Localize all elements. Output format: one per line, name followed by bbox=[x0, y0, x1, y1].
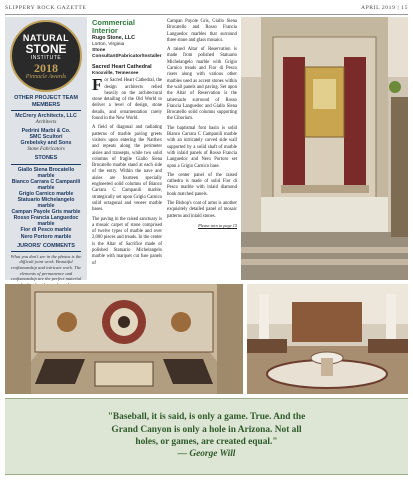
divider bbox=[11, 164, 81, 165]
stone-item: Grigio Carnico marble bbox=[18, 190, 74, 197]
mosaic-floor-photo bbox=[5, 284, 243, 394]
issue-date-page: APRIL 2019 | 15 bbox=[360, 5, 408, 11]
continue-link[interactable]: Please turn to page 15 bbox=[198, 222, 237, 228]
pull-quote bbox=[5, 398, 408, 475]
stones-heading: STONES bbox=[34, 155, 58, 162]
paragraph: Campan Payole Gris, Giallo Siena Brocatello and Rosso Francia Languedoc marbles that surround three stone and glass mosaics. bbox=[167, 19, 237, 43]
member-name: SMC Scultori bbox=[29, 134, 63, 140]
quote-line: "Baseball, it is said, is only a game. True. And the bbox=[107, 412, 306, 422]
company-name-text: Rugo Stone, LLC bbox=[92, 35, 135, 41]
article-column-2 bbox=[167, 19, 237, 229]
quote-line: holes, or games, are created equal." bbox=[135, 437, 278, 447]
paragraph: A raised Altar of Reservation is made from polished Statuario Michelangelo marble with Grigio Carnico treads and Fior di Pesco risers along with various other marbles used as accent stones within the wall panels and paving. Set upon the Altar of Reservation is the tabernacle surround of Rosso Francia Languedoc and Giallo Siena Brocatello solid columns supporting the Ciborium. bbox=[167, 47, 237, 122]
paragraph-text: or Sacred Heart Cathedral, the design architects relied heavily on the architectural stone detailing of the Old World to deliver a level of design, stone details, and ornamentation rarely found in the New World. bbox=[92, 78, 162, 122]
member-role: Architects bbox=[35, 118, 57, 125]
stone-item: Rosso Francia Languedoc marble bbox=[13, 215, 79, 228]
stone-item: Campan Payole Gris marble bbox=[11, 209, 81, 216]
article-column-1 bbox=[92, 19, 162, 270]
jurors-comment: What you don't see in the photos is the difficult joint work. Beautiful craftsmanship and intricate work. The elements of permanence and craftsmanship are the perfect material bbox=[10, 253, 82, 282]
category-title: Commercial Interior bbox=[92, 18, 135, 35]
paragraph: The center panel of the raised cathedra is made of solid Fior di Pesco marble with inlaid diamond book matched panels. bbox=[167, 172, 237, 197]
paragraph: The baptismal font basin is solid Bianco Carrara C Campanili marble with an intricately carved side wall supported by a solid shaft of marble with inlaid panels of Rosso Francia Languedoc and Nero Portoro set upon a Grigio Carnico base. bbox=[167, 125, 237, 169]
team-heading: OTHER PROJECT TEAM MEMBERS bbox=[14, 95, 78, 108]
member-name: McCrery Architects, LLC bbox=[15, 112, 77, 119]
company-name bbox=[92, 35, 162, 42]
company-location: Lorton, Virginia bbox=[92, 42, 125, 47]
divider bbox=[11, 251, 81, 252]
mosaic-illustration bbox=[5, 284, 243, 394]
badge-line2: STONE bbox=[25, 41, 67, 56]
publication-name: SLIPPERY ROCK GAZETTE bbox=[5, 5, 87, 11]
nsi-award-logo bbox=[10, 20, 82, 92]
badge-year: 2018 bbox=[34, 60, 58, 75]
drop-cap: F bbox=[92, 75, 103, 95]
stone-item: Fior di Pesco marble bbox=[20, 227, 72, 234]
divider bbox=[11, 110, 81, 111]
badge-line1: NATURAL bbox=[22, 32, 70, 43]
quote-author: — George Will bbox=[177, 448, 236, 459]
project-name: Sacred Heart Cathedral bbox=[92, 64, 152, 70]
altar-photo bbox=[241, 17, 408, 280]
jurors-heading: JURORS' COMMENTS bbox=[17, 242, 75, 249]
stone-item: Bianco Carrara C Campanili marble bbox=[11, 178, 81, 191]
paragraph: The Bishop's coat of arms is another exquisitely detailed panel of mosaic patterns and inlaid stones. bbox=[167, 201, 237, 219]
paragraph: The paving in the raised sanctuary is a mosaic carpet of stone comprised of twelve types of marble and over 2,000 pieces and treads. In the center is the Altar of Sacrifice made of polished Statuario Michelangelo marble with marquet cut fuse panels of bbox=[92, 216, 162, 266]
badge-line3: INSTITUTE bbox=[30, 54, 62, 61]
stone-item: Giallo Siena Brocatello marble bbox=[17, 166, 75, 179]
member-name: Grebelsky and Sons bbox=[20, 140, 72, 147]
project-location: Knoxville, Tennessee bbox=[92, 70, 139, 75]
baptismal-font-photo bbox=[247, 284, 408, 394]
award-sidebar bbox=[5, 17, 87, 280]
font-illustration bbox=[247, 284, 408, 394]
member-name: Pedrini Marbi & Co. bbox=[21, 127, 71, 134]
quote-line: Grand Canyon is only a hole in Arizona. Not all bbox=[111, 424, 302, 435]
altar-illustration bbox=[241, 17, 408, 280]
stone-item: Nero Portoro marble bbox=[20, 233, 72, 240]
company-role: Stone Consultant/Fabricator/Installer bbox=[92, 48, 162, 59]
stone-item: Statuario Michelangelo marble bbox=[17, 196, 75, 210]
paragraph bbox=[92, 75, 162, 122]
member-role: Stone Fabricators bbox=[27, 146, 65, 153]
page-header bbox=[5, 5, 408, 15]
badge-award: Pinnacle Awards bbox=[25, 73, 67, 80]
paragraph: A field of diagonal and radiating patterns of marble paving greets visitors upon entering the Narthex and repeats along the perimeter aisles and transepts, while two solid columns of fragile Giallo Siena Brocatello marble stand at each side of the entry. Within the nave and aisles are fourteen specially engineered solid columns of Bianco Carrara C Campanili marble, strategically set upon Grigio Carnico solid octagonal and veneer marble bases. bbox=[92, 125, 162, 213]
